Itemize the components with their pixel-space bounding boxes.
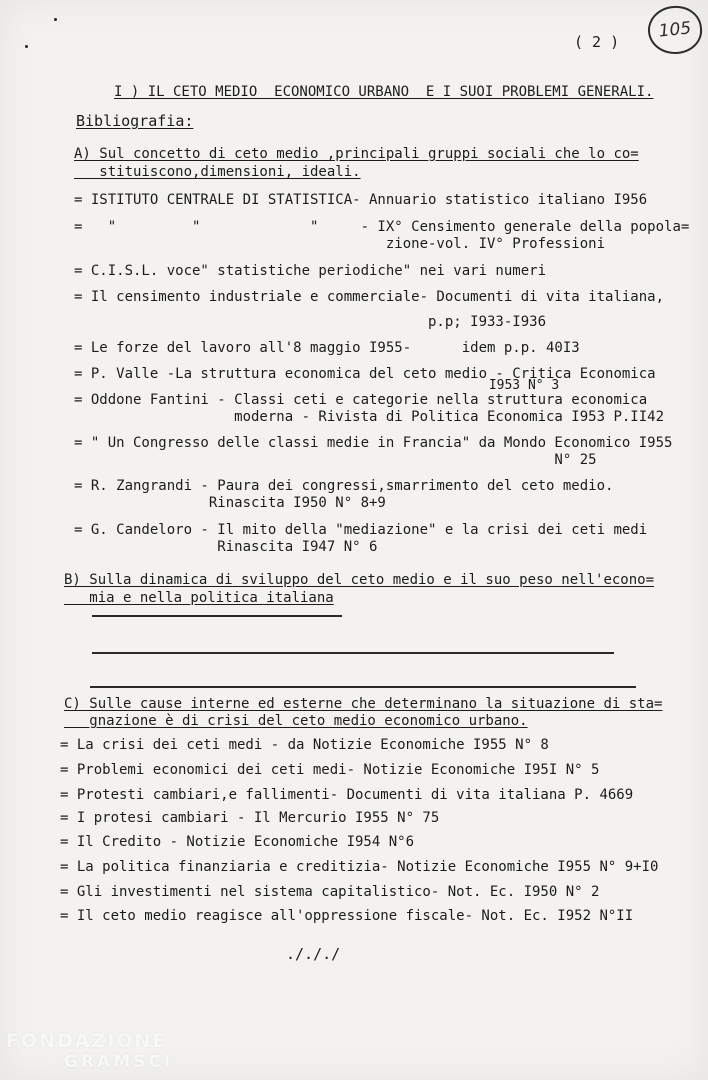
section-b-heading: B) Sulla dinamica di sviluppo del ceto medio e il suo peso nell'econo= [64,572,655,588]
page-number: ( 2 ) [574,33,620,51]
continuation-mark: ./././ [286,945,341,963]
section-c-heading-cont: gnazione è di crisi del ceto medio economico urbano. [64,713,528,729]
archive-watermark: FONDAZIONE GRAMSCI [6,1030,174,1072]
bib-entry: = Il Credito - Notizie Economiche I954 N°6 [60,834,415,850]
bib-entry: = " Un Congresso delle classi medie in Francia" da Mondo Economico I955 [74,435,673,451]
bib-entry: = Gli investimenti nel sistema capitalistico- Not. Ec. I950 N° 2 [60,884,600,900]
section-a-heading-cont: stituiscono,dimensioni, ideali. [74,164,361,180]
bibliography-heading: Bibliografia: [76,112,194,130]
bib-entry: moderna - Rivista di Politica Economica I953 P.II42 [74,409,665,425]
bib-entry: = Il ceto medio reagisce all'oppressione fiscale- Not. Ec. I952 N°II [60,908,634,924]
bib-entry: = ISTITUTO CENTRALE DI STATISTICA- Annuario statistico italiano I956 [74,192,648,208]
section-a-heading: A) Sul concetto di ceto medio ,principali gruppi sociali che lo co= [74,146,639,162]
bib-entry: I953 N° 3 [74,378,560,393]
section-c-heading: C) Sulle cause interne ed esterne che determinano la situazione di sta= [64,696,663,712]
bib-entry: = Le forze del lavoro all'8 maggio I955- idem p.p. 40I3 [74,340,580,356]
ink-mark [25,45,28,48]
bib-entry: = Il censimento industriale e commerciale- Documenti di vita italiana, [74,289,665,305]
bib-entry: zione-vol. IV° Professioni [74,236,606,252]
bib-entry: = Oddone Fantini - Classi ceti e categorie nella struttura economica [74,392,648,408]
blank-entry-line [92,615,342,617]
bib-entry: = La crisi dei ceti medi - da Notizie Economiche I955 N° 8 [60,737,549,753]
bib-entry: Rinascita I947 N° 6 [74,539,378,555]
blank-entry-line [92,652,614,654]
handwritten-folio-number: 105 [646,3,705,56]
bib-entry: p.p; I933-I936 [74,314,547,330]
bib-entry: = R. Zangrandi - Paura dei congressi,smarrimento del ceto medio. [74,478,614,494]
bib-entry: Rinascita I950 N° 8+9 [74,495,386,511]
bib-entry: = P. Valle -La struttura economica del ceto medio - Critica Economica [74,366,656,382]
bib-entry: = C.I.S.L. voce" statistiche periodiche" nei vari numeri [74,263,547,279]
section-b-heading-cont: mia e nella politica italiana [64,590,334,606]
bib-entry: = Problemi economici dei ceti medi- Notizie Economiche I95I N° 5 [60,762,600,778]
document-title: I ) IL CETO MEDIO ECONOMICO URBANO E I SUOI PROBLEMI GENERALI. [114,84,654,100]
bib-entry: = " " " - IX° Censimento generale della popola= [74,219,690,235]
bib-entry: = I protesi cambiari - Il Mercurio I955 N° 75 [60,810,440,826]
bib-entry: N° 25 [74,452,597,468]
blank-entry-line [90,686,636,688]
bib-entry: = La politica finanziaria e creditizia- Notizie Economiche I955 N° 9+I0 [60,859,659,875]
bib-entry: = Protesti cambiari,e fallimenti- Documenti di vita italiana P. 4669 [60,787,634,803]
bib-entry: = G. Candeloro - Il mito della "mediazione" e la crisi dei ceti medi [74,522,648,538]
ink-mark [54,18,57,21]
